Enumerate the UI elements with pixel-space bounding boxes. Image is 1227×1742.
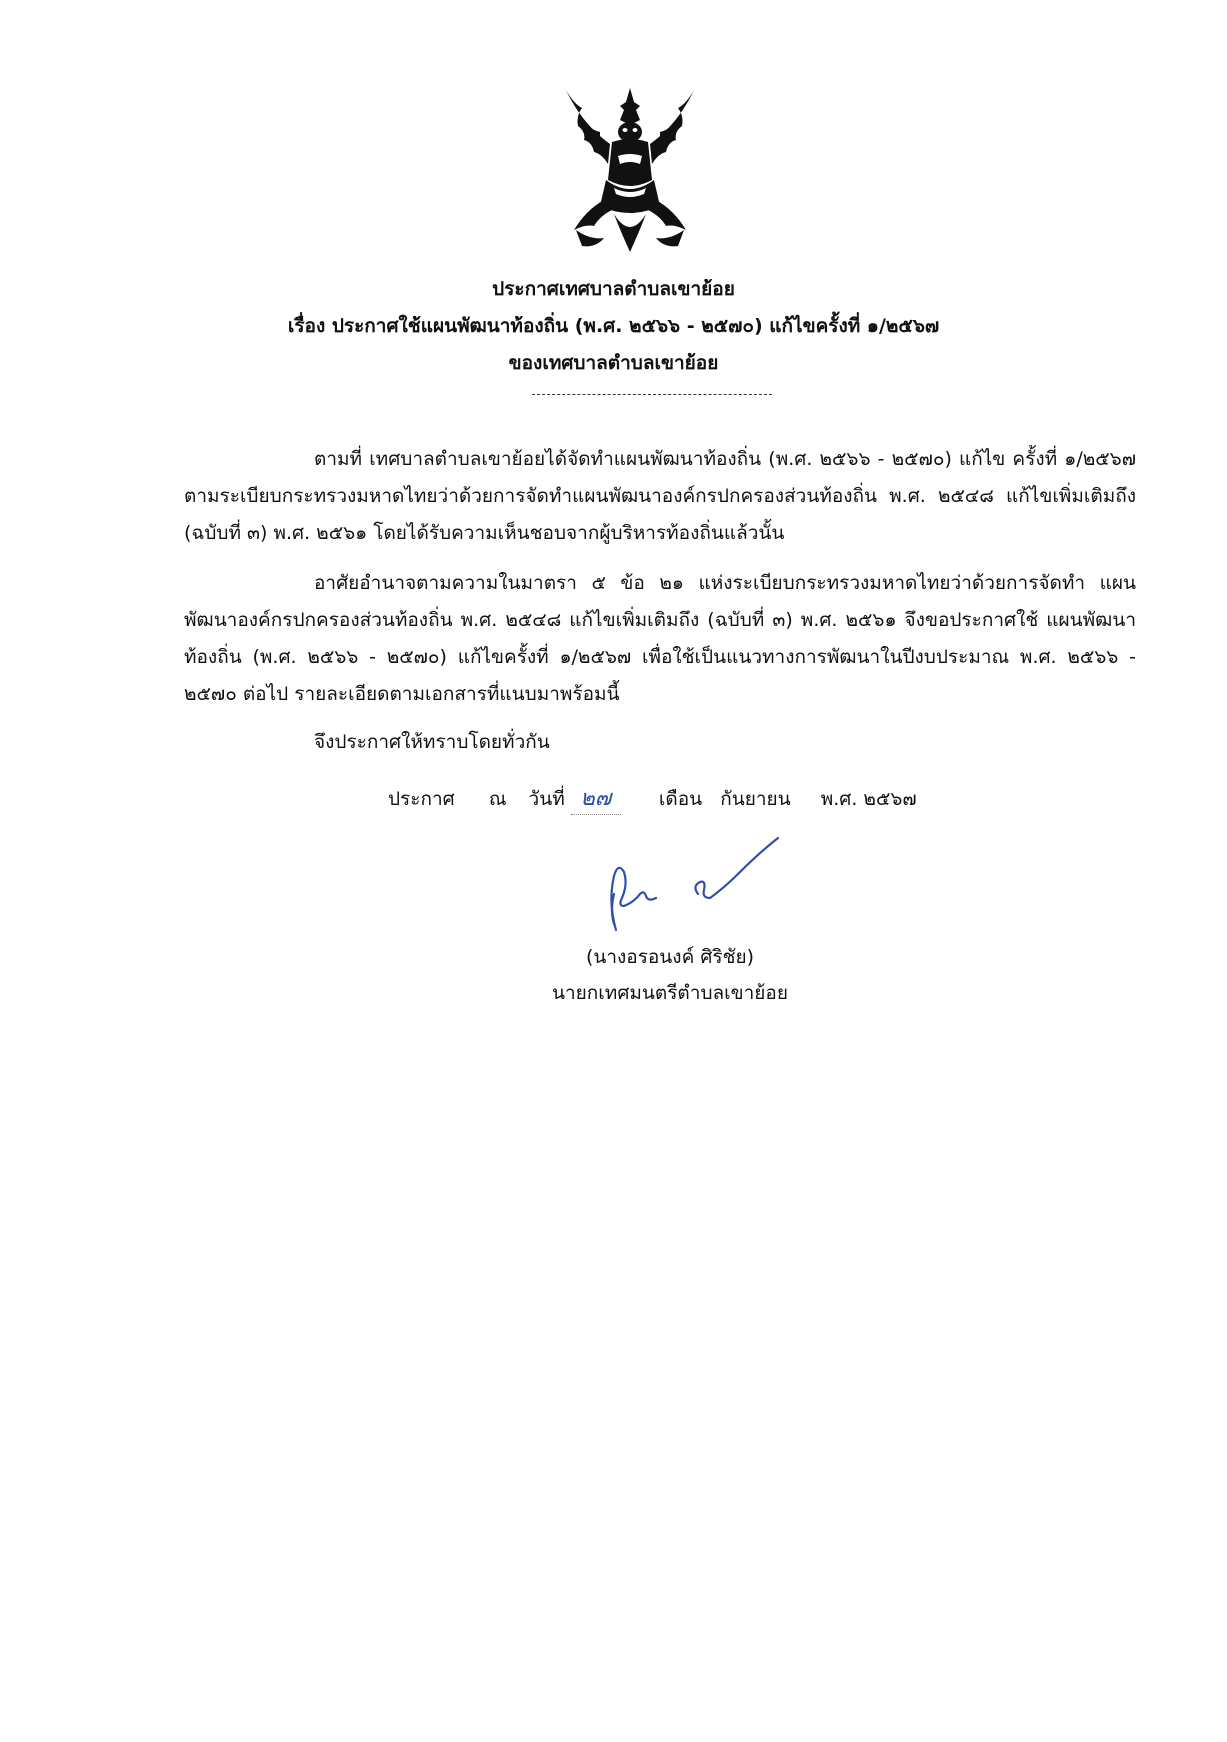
year-value: พ.ศ. ๒๕๖๗: [820, 788, 917, 810]
at-label: ณ: [488, 788, 507, 810]
paragraph-2-text: อาศัยอำนาจตามความในมาตรา ๕ ข้อ ๒๑ แห่งระเบียบกระทรวงมหาดไทยว่าด้วยการจัดทำ แผนพัฒนาองค์กรปกครองส่วนท้องถิ่น พ.ศ. ๒๕๔๘ แก้ไขเพิ่มเติมถึง (ฉบับที่ ๓) พ.ศ. ๒๕๖๑ จึงขอประกาศใช้ แผนพัฒนาท้องถิ่น (พ.ศ. ๒๕๖๖ - ๒๕๗๐) แก้ไขครั้งที่ ๑/๒๕๖๗ เพื่อใช้เป็นแนวทางการพัฒนาในปีงบประมาณ พ.ศ. ๒๕๖๖ - ๒๕๗๐ ต่อไป รายละเอียดตามเอกสารที่แนบมาพร้อมนี้: [184, 572, 1136, 705]
body-paragraph-2: [184, 565, 1136, 713]
announced-label: ประกาศ: [388, 788, 455, 810]
month-value: กันยายน: [720, 788, 791, 810]
signatory-name: (นางอรอนงค์ ศิริชัย): [585, 946, 755, 968]
signatory-title: นายกเทศมนตรีตำบลเขาย้อย: [552, 982, 788, 1004]
announcement-subject: เรื่อง ประกาศใช้แผนพัฒนาท้องถิ่น (พ.ศ. ๒๕๖๖ - ๒๕๗๐) แก้ไขครั้งที่ ๑/๒๕๖๗: [287, 315, 940, 337]
paragraph-1-text: ตามที่ เทศบาลตำบลเขาย้อยได้จัดทำแผนพัฒนาท้องถิ่น (พ.ศ. ๒๕๖๖ - ๒๕๗๐) แก้ไข ครั้งที่ ๑/๒๕๖๗ ตามระเบียบกระทรวงมหาดไทยว่าด้วยการจัดทำแผนพัฒนาองค์กรปกครองส่วนท้องถิ่น พ.ศ. ๒๕๔๘ แก้ไขเพิ่มเติมถึง (ฉบับที่ ๓) พ.ศ. ๒๕๖๑ โดยได้รับความเห็นชอบจากผู้บริหารท้องถิ่นแล้วนั้น: [184, 448, 1136, 544]
date-line: [388, 784, 917, 815]
handwritten-signature: [600, 832, 790, 942]
garuda-emblem-icon: [560, 80, 700, 255]
heading-divider: [532, 394, 772, 395]
closing-text: จึงประกาศให้ทราบโดยทั่วกัน: [314, 731, 550, 753]
day-value: ๒๗: [571, 784, 621, 815]
announcement-title: ประกาศเทศบาลตำบลเขาย้อย: [492, 278, 735, 300]
month-label: เดือน: [658, 788, 703, 810]
closing-paragraph: [184, 724, 1136, 761]
announcement-issuer: ของเทศบาลตำบลเขาย้อย: [508, 352, 719, 374]
body-paragraph-1: [184, 441, 1136, 552]
day-label: วันที่: [528, 788, 565, 810]
